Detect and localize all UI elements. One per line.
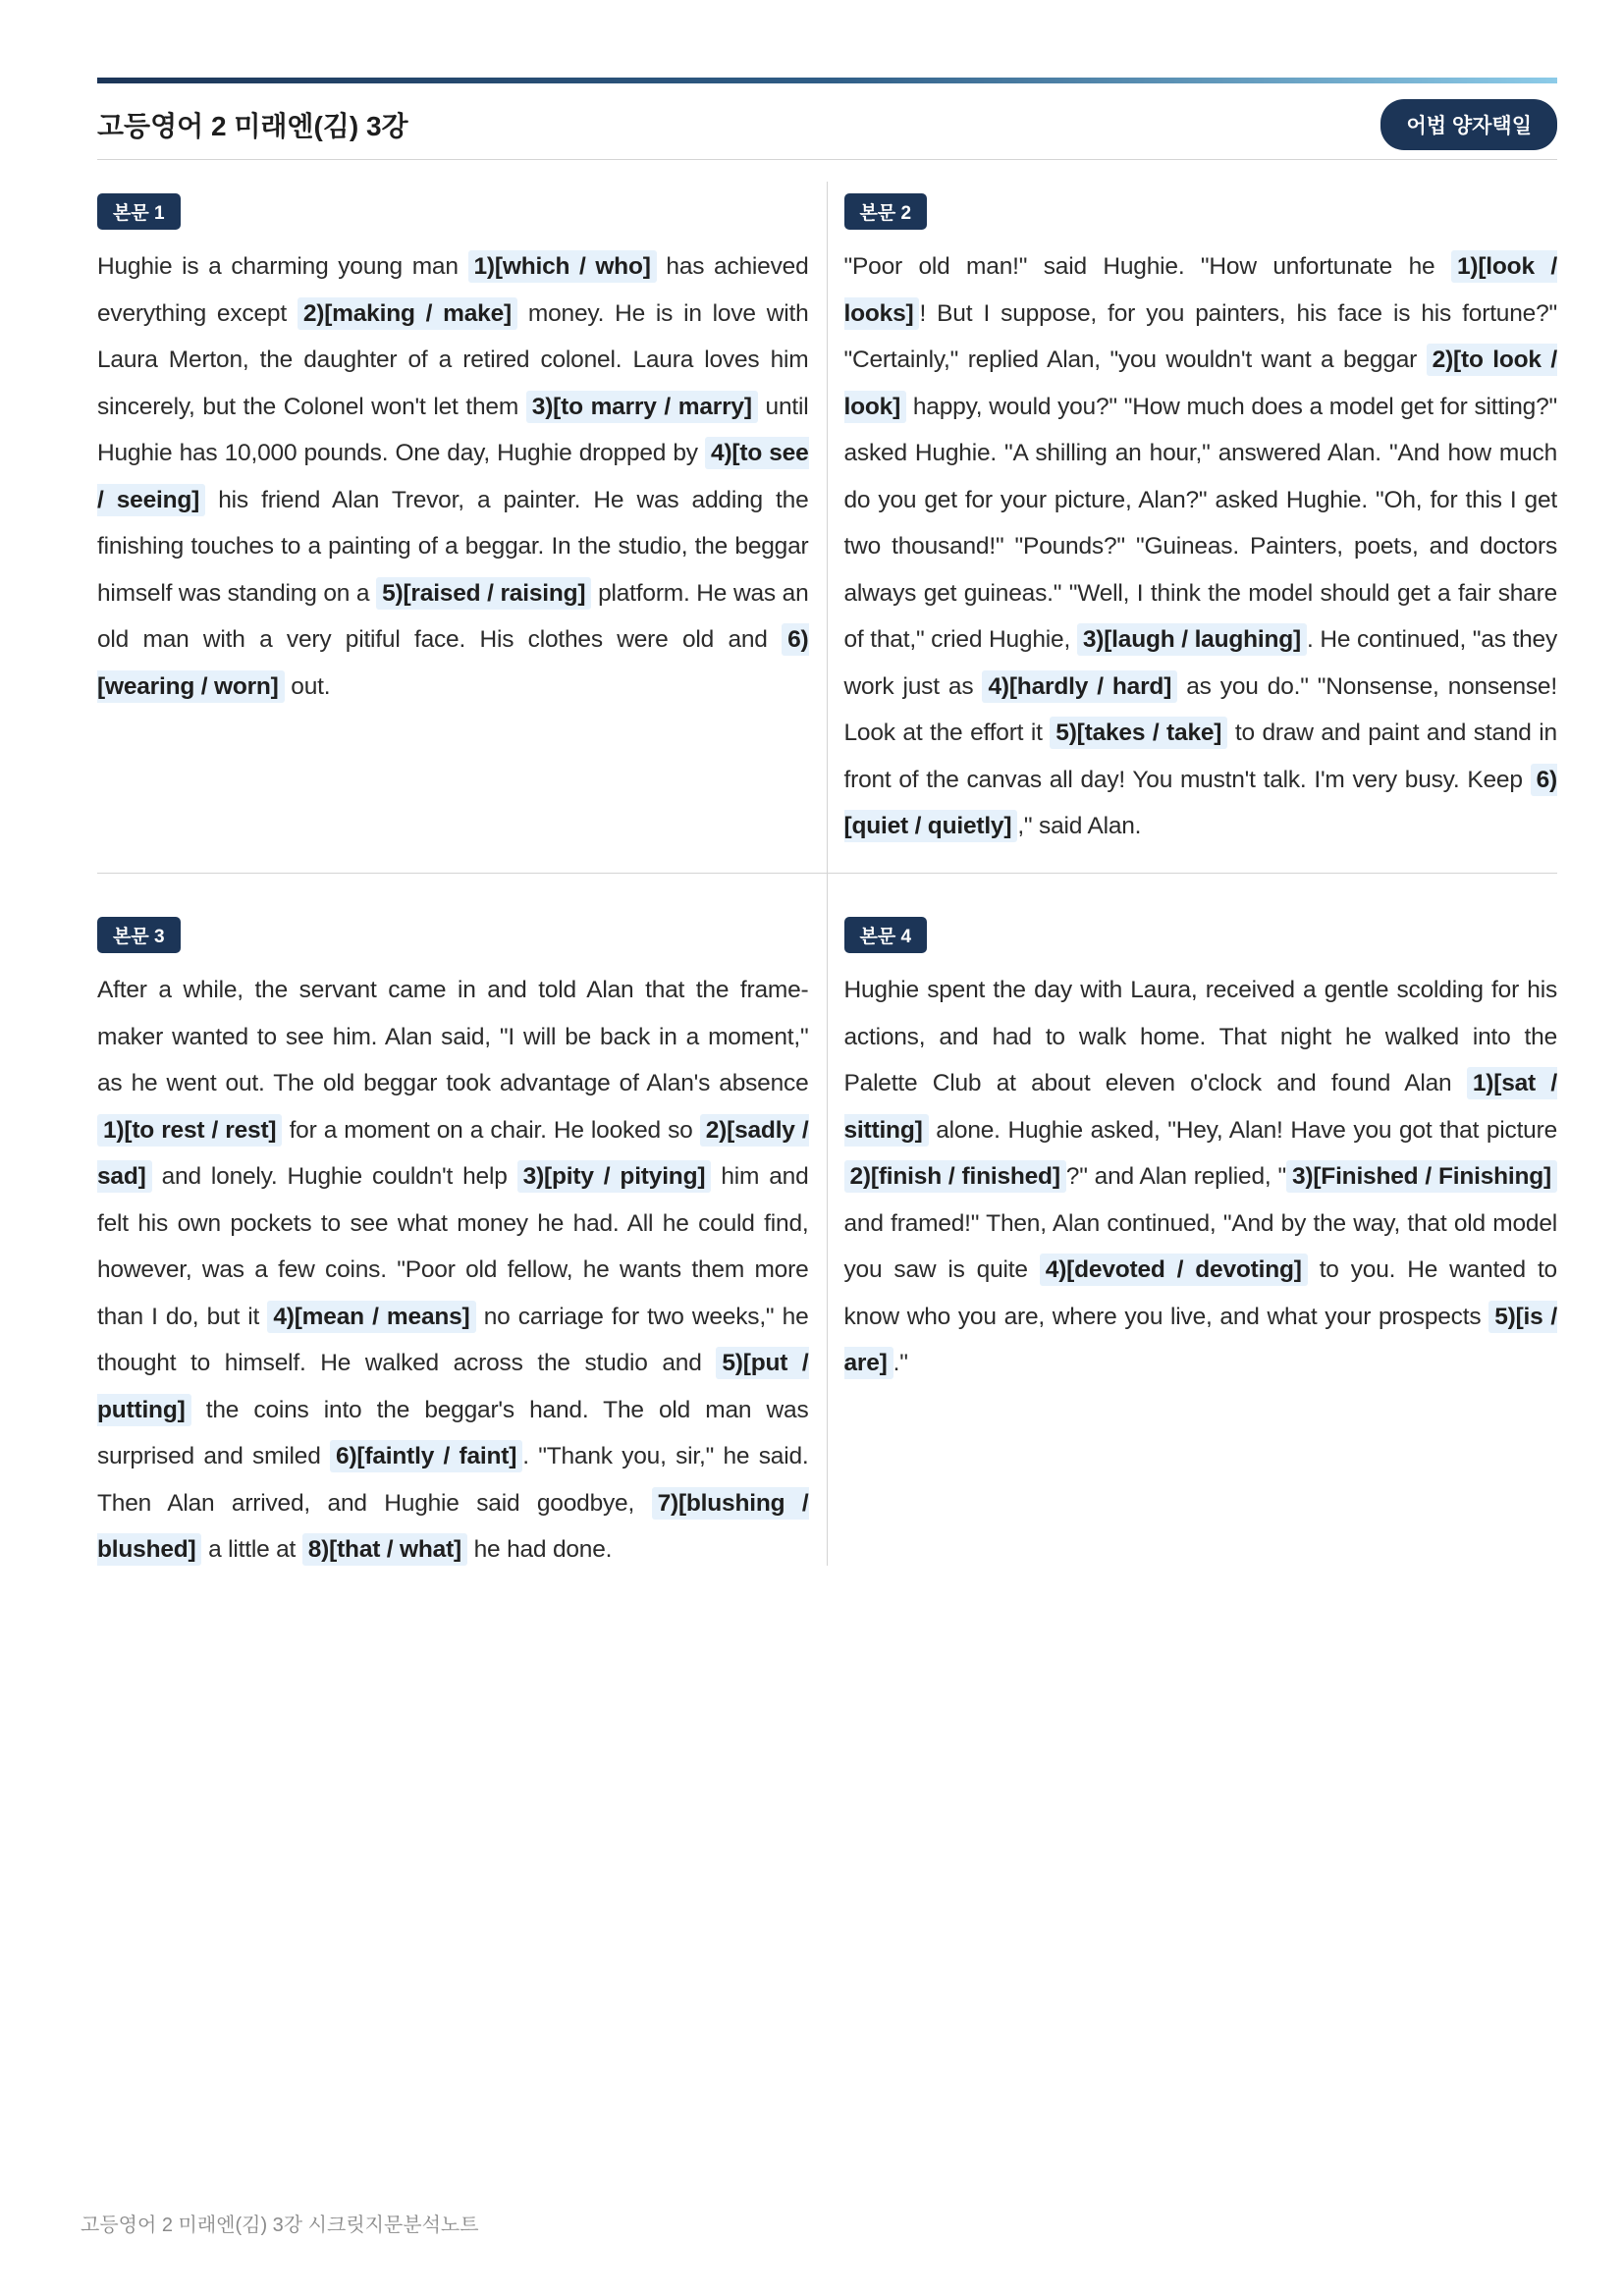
passage-segment: ," said Alan.	[1017, 813, 1142, 839]
passage-segment: has achieved everything except	[97, 253, 809, 327]
grammar-choice: 6)[faintly / faint]	[330, 1440, 522, 1472]
passage-segment: to you. He wanted to know who you are, where you live, and what your prospects	[843, 1256, 1557, 1330]
passage-3	[97, 874, 828, 1566]
passage-text	[844, 243, 1558, 850]
grammar-choice: 1)[to rest / rest]	[97, 1114, 282, 1147]
passage-segment: ."	[893, 1350, 908, 1376]
grammar-choice: 7)[blushing / blushed]	[97, 1487, 809, 1567]
top-accent-bar	[97, 78, 1557, 83]
passage-segment: ! But I suppose, for you painters, his face is his fortune?" "Certainly," replied Alan, "you wouldn't want a beggar	[843, 299, 1557, 373]
passage-1	[97, 182, 828, 874]
passage-2	[828, 182, 1558, 874]
grammar-choice: 4)[devoted / devoting]	[1040, 1254, 1308, 1286]
passage-label: 본문 3	[97, 917, 181, 953]
grammar-choice: 4)[hardly / hard]	[982, 670, 1177, 703]
page-footer: 고등영어 2 미래엔(김) 3강 시크릿지문분석노트	[81, 2215, 479, 2236]
passage-segment: . He continued, "as they work just as	[843, 626, 1558, 700]
grammar-choice: 1)[sat / sitting]	[844, 1067, 1558, 1147]
passage-segment: money. He is in love with Laura Merton, the daughter of a retired colonel. Laura loves him sincerely, but the Colonel won't let them	[97, 299, 809, 420]
page-header	[97, 90, 1557, 160]
exercise-type-badge: 어법 양자택일	[1380, 99, 1557, 150]
passage-segment: him and felt his own pockets to see what money he had. All he could find, however, was a few coins. "Poor old fellow, he wants them more than I do, but it	[97, 1163, 809, 1330]
grammar-choice: 2)[making / make]	[298, 297, 517, 330]
passage-segment: platform. He was an old man with a very pitiful face. His clothes were old and	[97, 579, 809, 653]
passage-segment: to draw and paint and stand in front of the canvas all day! You mustn't talk. I'm very busy. Keep	[843, 720, 1557, 793]
passage-segment: the coins into the beggar's hand. The old man was surprised and smiled	[97, 1396, 809, 1469]
passage-segment: . "Thank you, sir," he said. Then Alan arrived, and Hughie said goodbye,	[97, 1443, 809, 1517]
passage-segment: as you do." "Nonsense, nonsense! Look at the effort it	[843, 672, 1557, 746]
grammar-choice: 3)[to marry / marry]	[526, 391, 758, 423]
grammar-choice: 5)[is / are]	[844, 1301, 1558, 1380]
grammar-choice: 1)[which / who]	[468, 250, 657, 283]
passage-text	[97, 243, 809, 710]
grammar-choice: 1)[look / looks]	[844, 250, 1558, 330]
grammar-choice: 3)[pity / pitying]	[517, 1160, 712, 1193]
passage-segment: alone. Hughie asked, "Hey, Alan! Have you got that picture	[928, 1116, 1557, 1144]
passage-segment: he had done.	[467, 1536, 613, 1563]
grammar-choice: 5)[put / putting]	[97, 1347, 809, 1426]
passage-4	[828, 874, 1558, 1566]
grammar-choice: 4)[to see / seeing]	[97, 437, 809, 516]
grammar-choice: 2)[finish / finished]	[844, 1160, 1066, 1193]
passage-segment: for a moment on a chair. He looked so	[282, 1116, 700, 1144]
grammar-choice: 5)[takes / take]	[1050, 717, 1227, 749]
grammar-choice: 2)[sadly / sad]	[97, 1114, 809, 1194]
passage-segment: happy, would you?" "How much does a model get for sitting?" asked Hughie. "A shilling an hour," answered Alan. "And how much do you get for your picture, Alan?" asked Hughie. "Oh, for this I get two thousand!" "Pounds?" "Guineas. Painters, poets, and doctors always get guineas." "Well, I think the model should get a fair share of that," cried Hughie,	[843, 393, 1557, 653]
grammar-choice: 6)[quiet / quietly]	[844, 764, 1558, 843]
passage-label: 본문 2	[844, 193, 928, 230]
grammar-choice: 6)[wearing / worn]	[97, 623, 809, 703]
passage-segment: until Hughie has 10,000 pounds. One day, Hughie dropped by	[97, 393, 809, 466]
passage-label: 본문 4	[844, 917, 928, 953]
passage-segment: After a while, the servant came in and told Alan that the frame-maker wanted to see him. Alan said, "I will be back in a moment," as he went out. The old beggar took advantage of Alan's absence	[97, 977, 809, 1096]
grammar-choice: 2)[to look / look]	[844, 344, 1558, 423]
passage-segment: Hughie is a charming young man	[97, 253, 468, 280]
passage-segment: and framed!" Then, Alan continued, "And by the way, that old model you saw is quite	[843, 1209, 1557, 1283]
grammar-choice: 5)[raised / raising]	[376, 577, 591, 610]
grammar-choice: 4)[mean / means]	[267, 1301, 475, 1333]
passage-segment: Hughie spent the day with Laura, received a gentle scolding for his actions, and had to walk home. That night he walked into the Palette Club at about eleven o'clock and found Alan	[843, 977, 1557, 1096]
grammar-choice: 3)[laugh / laughing]	[1077, 623, 1307, 656]
passage-segment: no carriage for two weeks," he thought to himself. He walked across the studio and	[97, 1303, 809, 1376]
passage-segment: a little at	[201, 1536, 302, 1563]
passage-grid	[97, 182, 1557, 1566]
grammar-choice: 8)[that / what]	[302, 1533, 467, 1566]
passage-segment: and lonely. Hughie couldn't help	[151, 1163, 517, 1190]
passage-segment: ?" and Alan replied, "	[1065, 1163, 1286, 1190]
page-title: 고등영어 2 미래엔(김) 3강	[97, 111, 408, 141]
passage-text	[97, 967, 809, 1574]
grammar-choice: 3)[Finished / Finishing]	[1286, 1160, 1557, 1193]
passage-text	[844, 967, 1558, 1387]
passage-label: 본문 1	[97, 193, 181, 230]
passage-segment: "Poor old man!" said Hughie. "How unfortunate he	[843, 253, 1451, 280]
passage-segment: out.	[284, 672, 331, 700]
passage-segment: his friend Alan Trevor, a painter. He was adding the finishing touches to a painting of a beggar. In the studio, the beggar himself was standing on a	[97, 486, 809, 607]
